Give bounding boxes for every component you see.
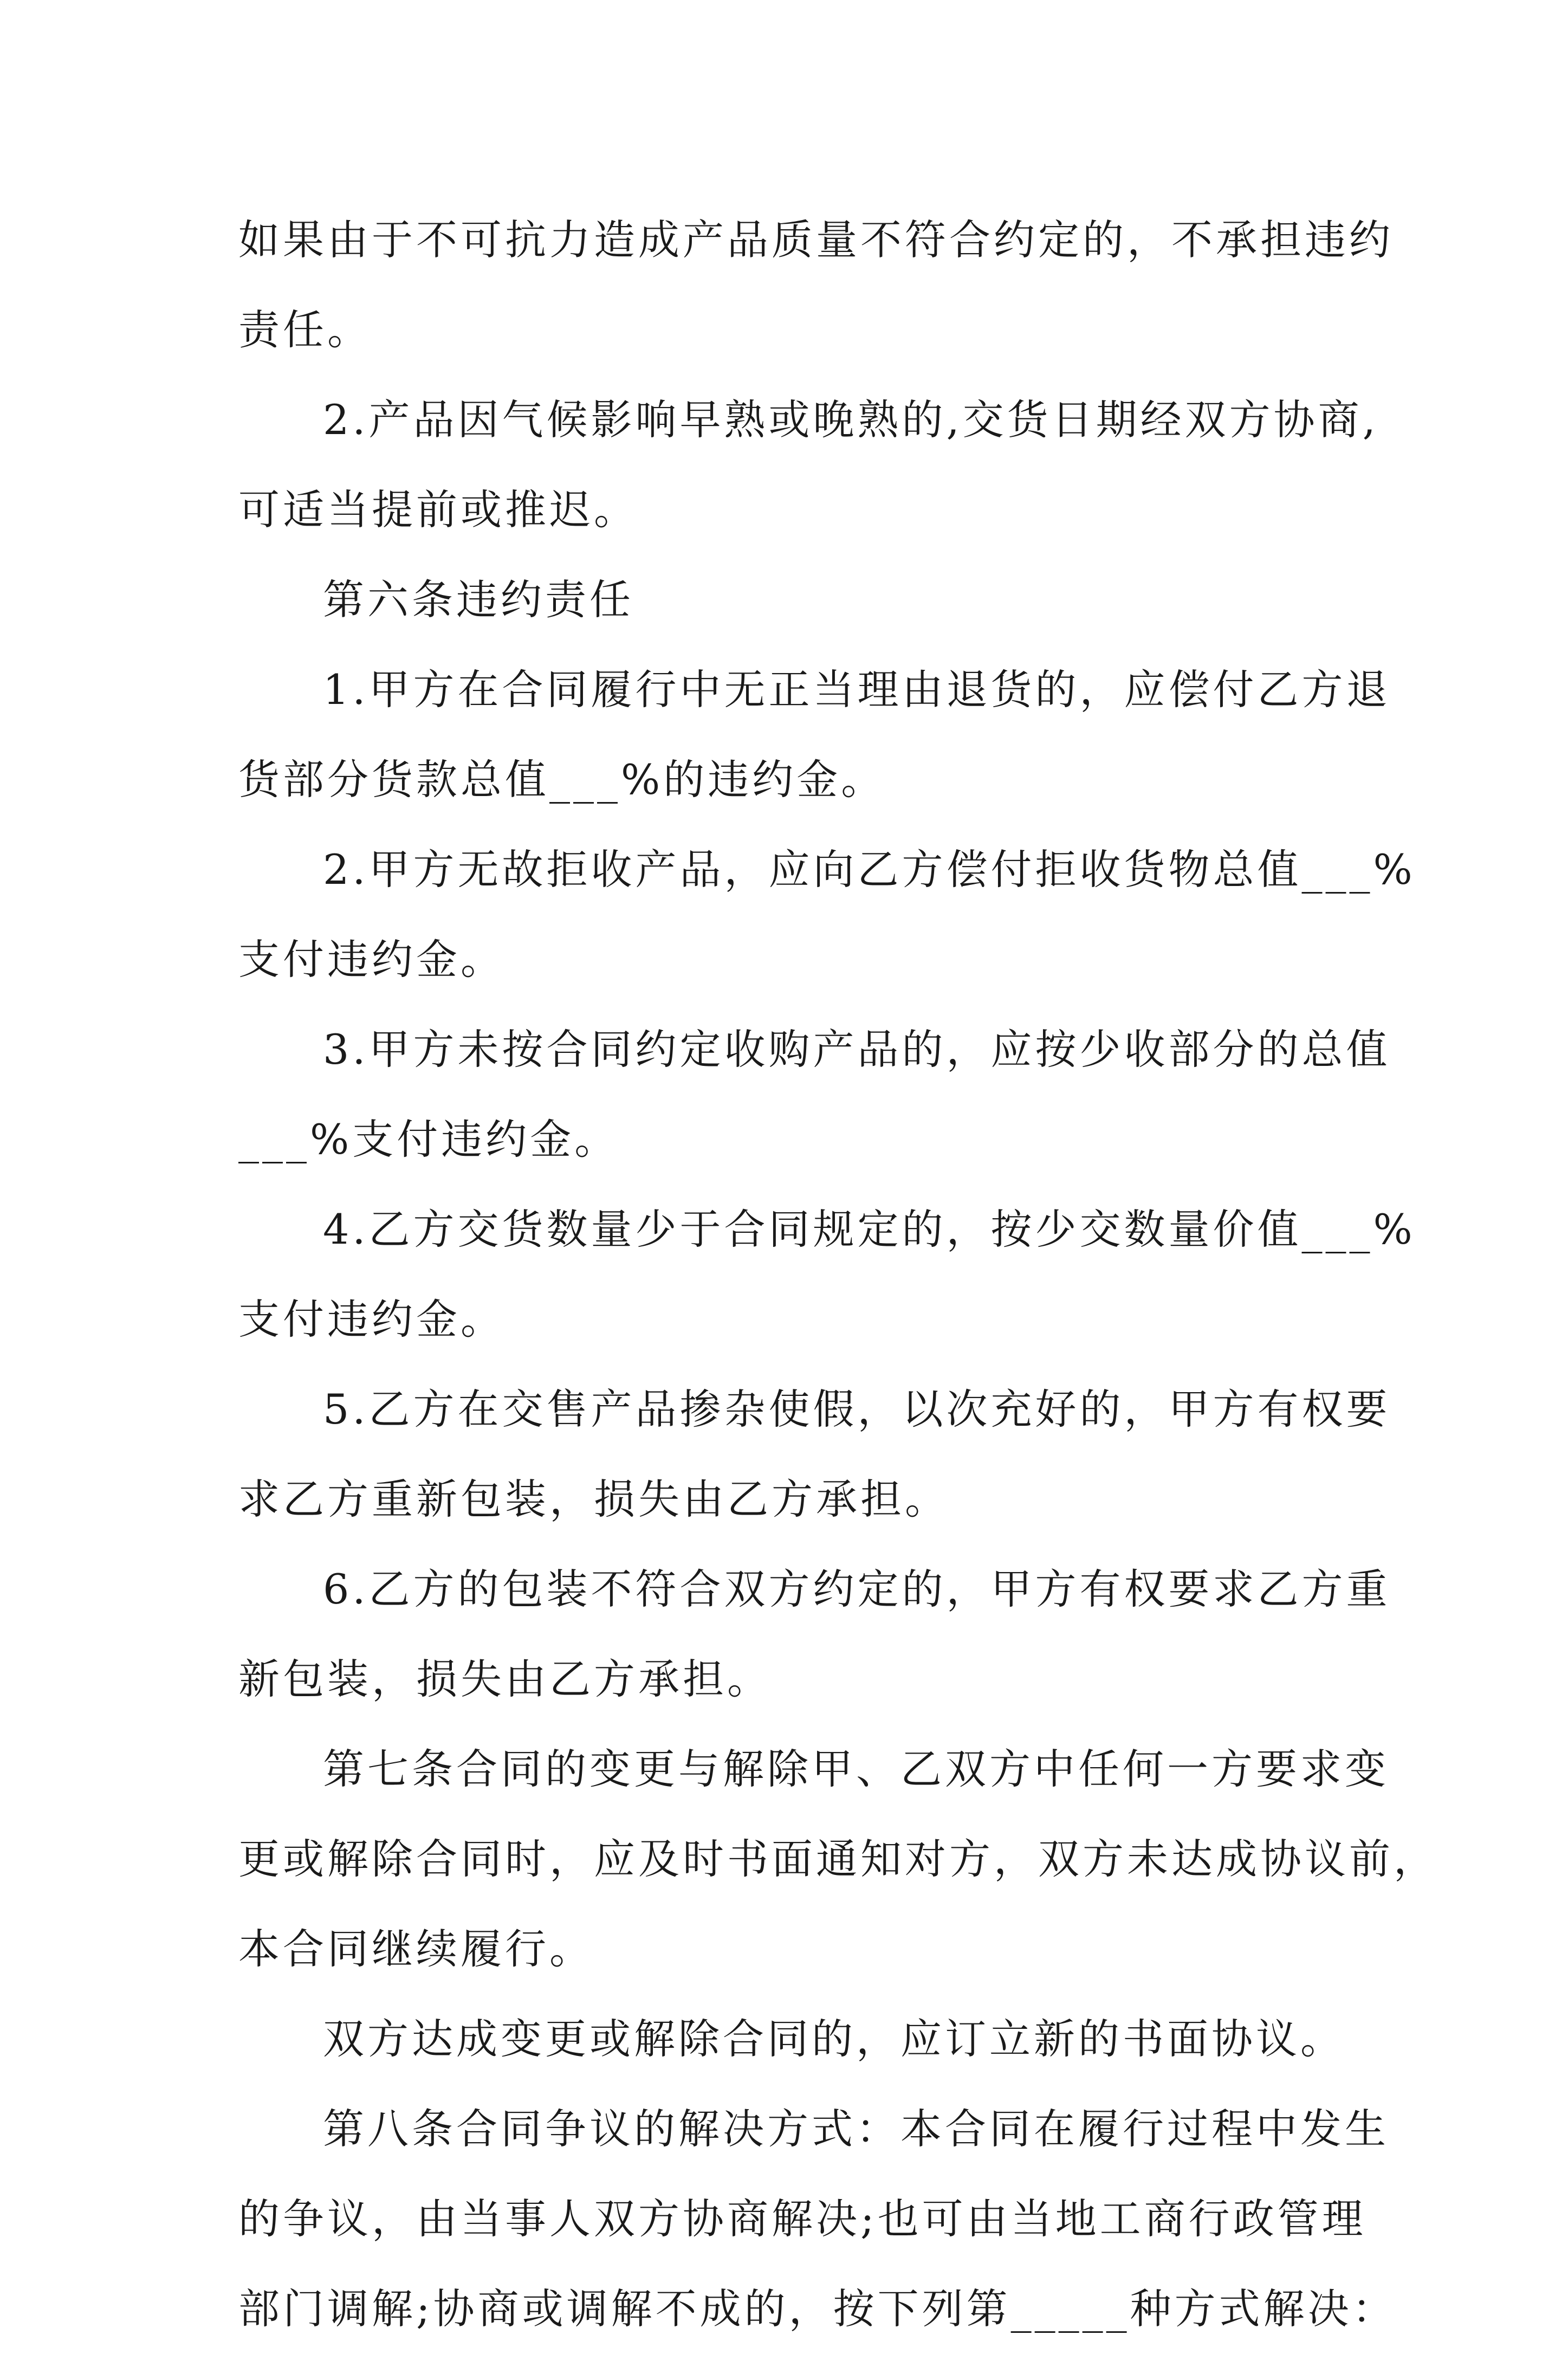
text-line: 部门调解;协商或调解不成的，按下列第_____种方式解决： <box>238 2285 1397 2333</box>
text-line: ___%支付违约金。 <box>238 1115 619 1163</box>
section-heading: 第八条合同争议的解决方式：本合同在履行过程中发生 <box>323 2105 1389 2153</box>
text-line: 可适当提前或推迟。 <box>238 486 638 534</box>
text-line: 货部分货款总值___%的违约金。 <box>238 755 886 804</box>
document-body <box>238 195 1438 2354</box>
text-line: 2.甲方无故拒收产品，应向乙方偿付拒收货物总值___% <box>323 845 1416 894</box>
text-line: 5.乙方在交售产品掺杂使假，以次充好的，甲方有权要 <box>323 1385 1391 1433</box>
text-line: 的争议，由当事人双方协商解决;也可由当地工商行政管理 <box>238 2195 1366 2243</box>
text-line: 更或解除合同时，应及时书面通知对方，双方未达成协议前， <box>238 1835 1438 1883</box>
text-line: 4.乙方交货数量少于合同规定的，按少交数量价值___% <box>323 1205 1416 1253</box>
text-line: 2.产品因气候影响早熟或晚熟的,交货日期经双方协商, <box>323 396 1379 444</box>
text-line: 3.甲方未按合同约定收购产品的，应按少收部分的总值 <box>323 1025 1391 1073</box>
section-heading: 第七条合同的变更与解除甲、乙双方中任何一方要求变 <box>323 1745 1389 1793</box>
text-line: 如果由于不可抗力造成产品质量不符合约定的，不承担违约 <box>238 216 1394 264</box>
text-line: 双方达成变更或解除合同的，应订立新的书面协议。 <box>323 2015 1345 2063</box>
text-line: 1.甲方在合同履行中无正当理由退货的，应偿付乙方退 <box>323 665 1391 714</box>
section-heading: 第六条违约责任 <box>323 575 634 624</box>
text-line: 新包装，损失由乙方承担。 <box>238 1655 772 1703</box>
text-line: 支付违约金。 <box>238 935 505 984</box>
text-line: 求乙方重新包装，损失由乙方承担。 <box>238 1475 949 1523</box>
text-line: 本合同继续履行。 <box>238 1925 594 1973</box>
text-line: 支付违约金。 <box>238 1295 505 1343</box>
text-line: 6.乙方的包装不符合双方约定的，甲方有权要求乙方重 <box>323 1565 1391 1613</box>
text-line: 责任。 <box>238 306 372 354</box>
